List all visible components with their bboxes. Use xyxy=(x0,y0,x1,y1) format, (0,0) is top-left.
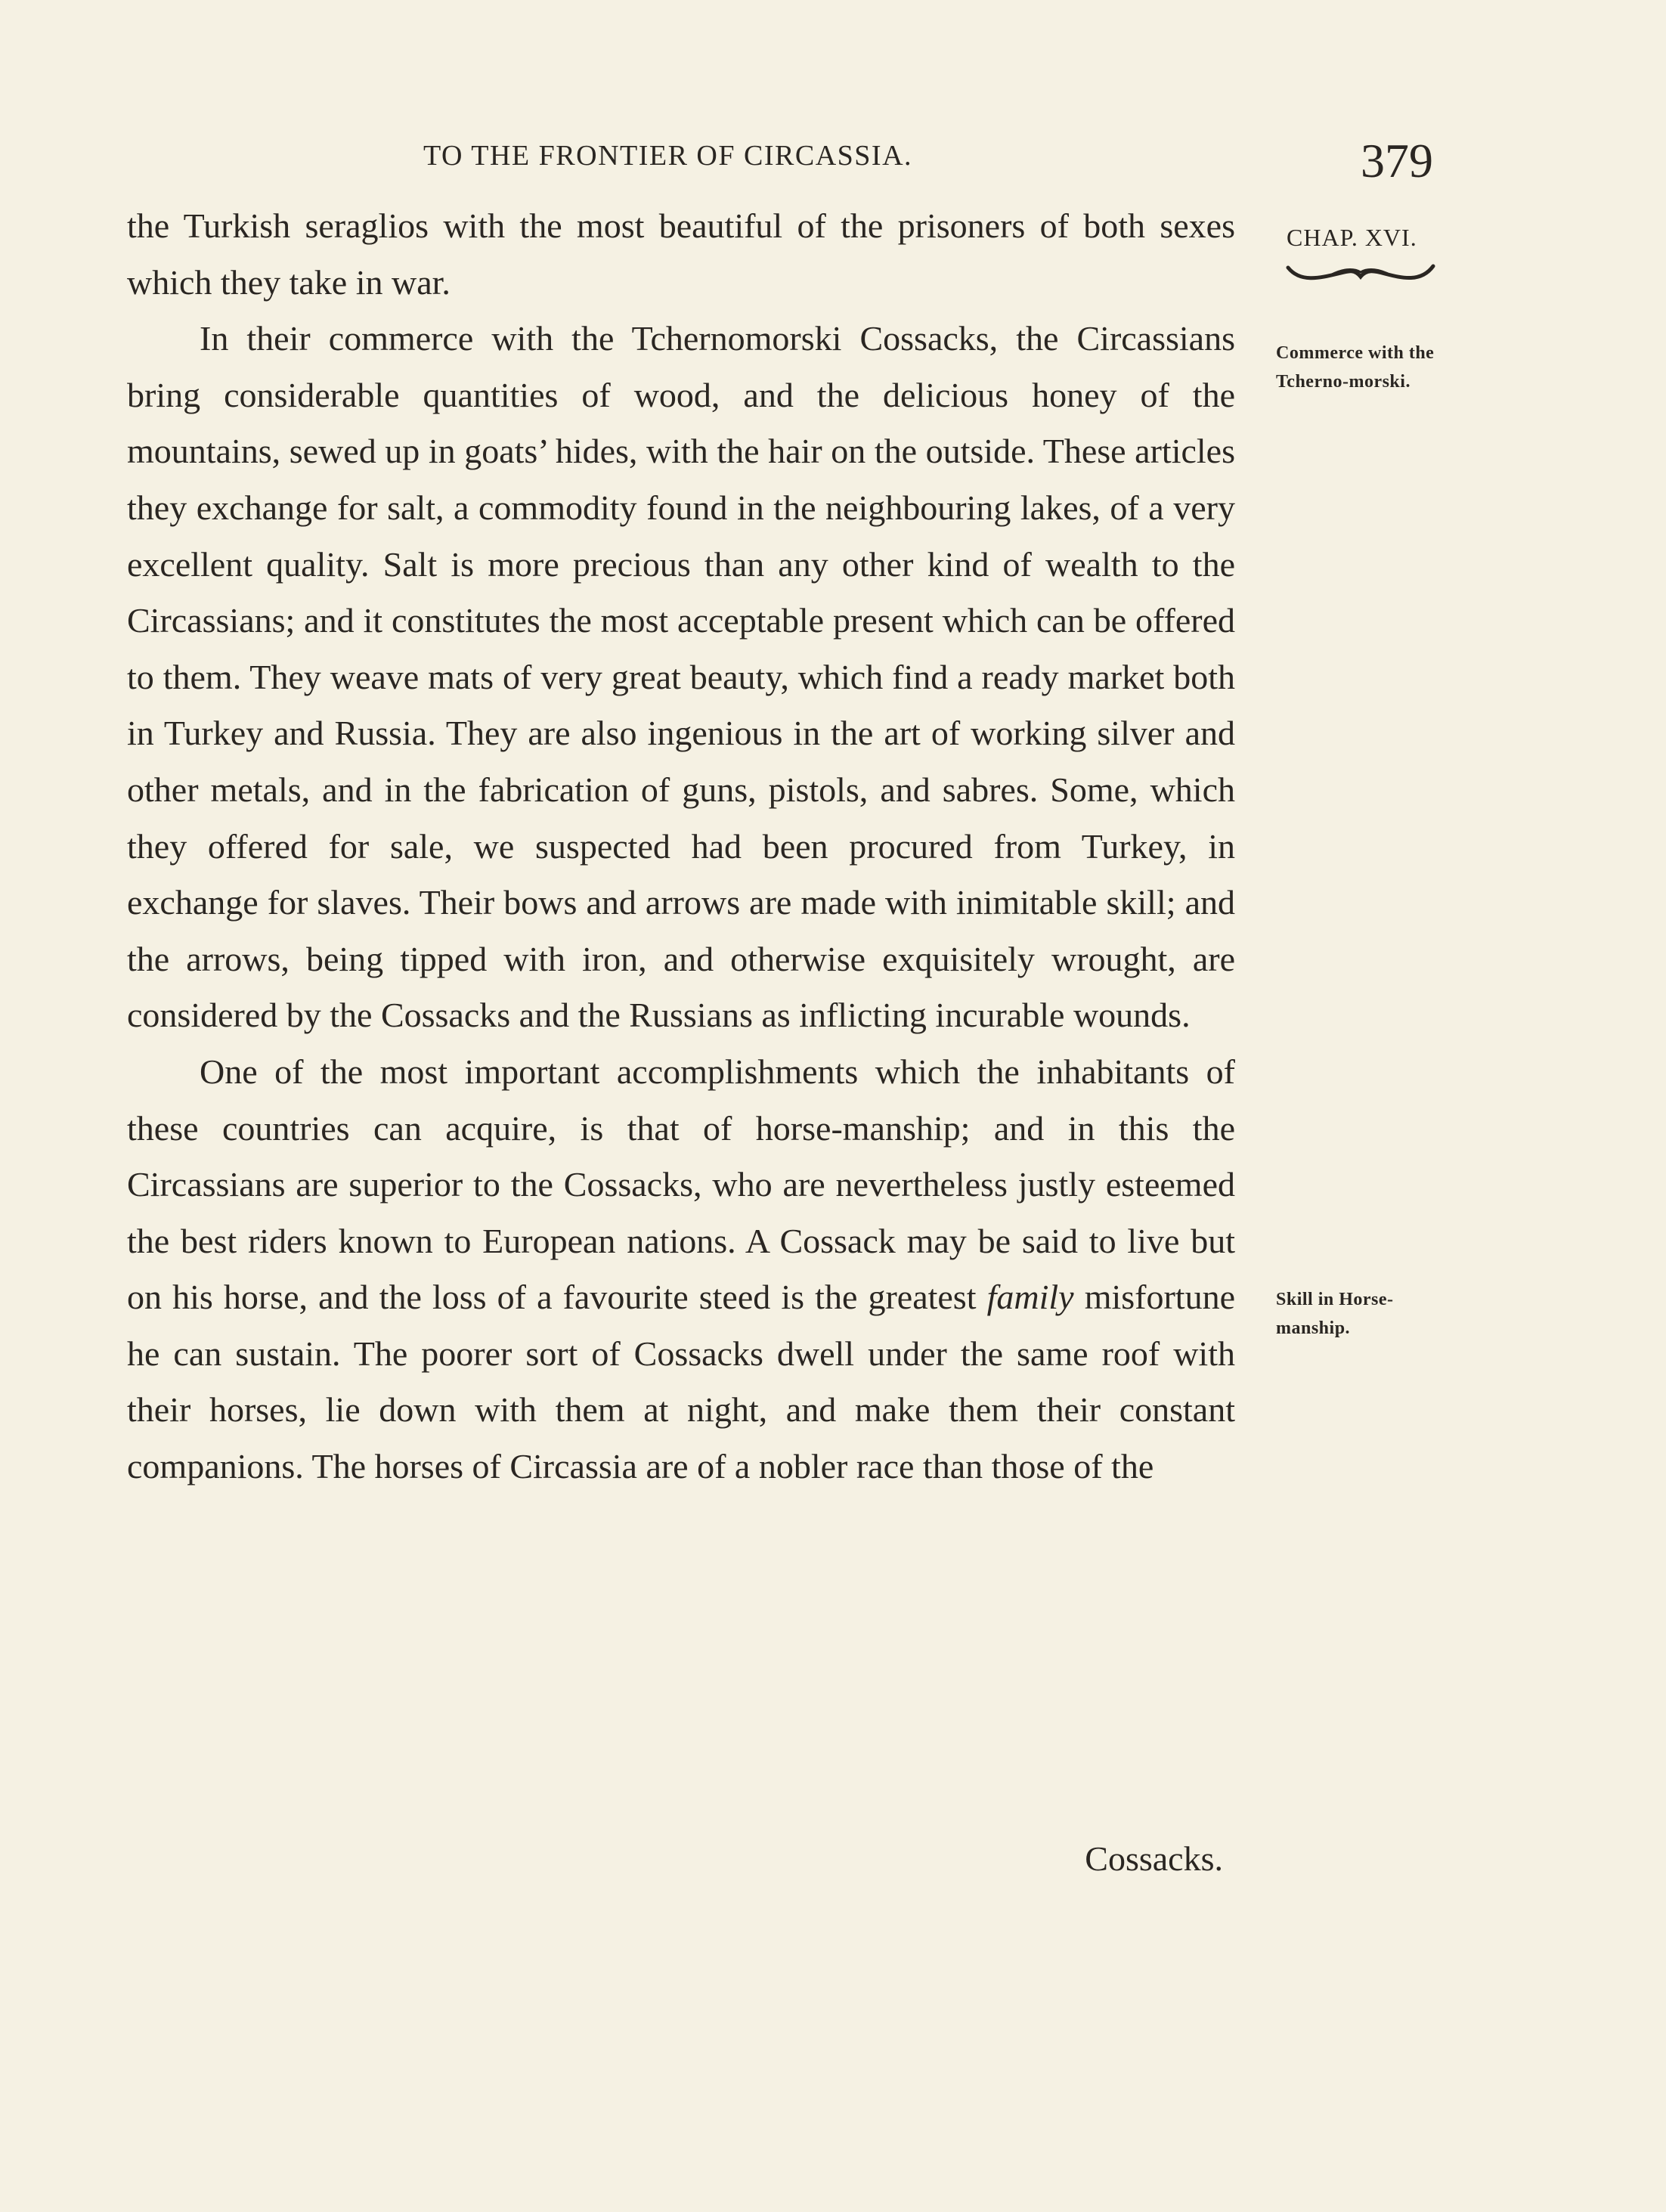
sidenote-commerce: Commerce with the Tcherno-morski. xyxy=(1276,343,1435,392)
paragraph-horsemanship xyxy=(127,1044,1235,1495)
paragraph-continuation: the Turkish seraglios with the most beautiful of the prisoners of both sexes which they take in war. xyxy=(127,206,1235,302)
paragraph-text: misfortune he can sustain. The poorer sort of Cossacks dwell under the same roof with their horses, lie down with them at night, and make them their constant companions. The horses of Circassia are of a nobler race than those of the xyxy=(127,1278,1235,1486)
body-text xyxy=(127,198,1235,1495)
running-title: TO THE FRONTIER OF CIRCASSIA. xyxy=(423,140,913,172)
sidenote-horsemanship: Skill in Horse-manship. xyxy=(1276,1290,1394,1338)
paragraph-commerce: In their commerce with the Tchernomorski Cossacks, the Circassians bring considerable quantities of wood, and the delicious honey of the mountains, sewed up in goats’ hides, with the hair on the outside. These articles they exchange for salt, a commodity found in the neighbouring lakes, of a very excellent quality. Salt is more precious than any other kind of wealth to the Circassians; and it constitutes the most acceptable present which can be offered to them. They weave mats of very great beauty, which find a ready market both in Turkey and Russia. They are also ingenious in the art of working silver and other metals, and in the fabrication of guns, pistols, and sabres. Some, which they offered for sale, we suspected had been procured from Turkey, in exchange for slaves. Their bows and arrows are made with inimitable skill; and the arrows, being tipped with iron, and otherwise exquisitely wrought, are considered by the Cossacks and the Russians as inflicting incurable wounds. xyxy=(127,319,1235,1035)
chapter-label: CHAP. XVI. xyxy=(1287,224,1417,251)
paragraph-text: One of the most important accomplishments which the inhabitants of these countries can acquire, is that of horse-manship; and in this the Circassians are superior to the Cossacks, who are nevertheless justly esteemed the best riders known to European nations. A Cossack may be said to live but on his horse, and the loss of a favourite steed is the greatest xyxy=(127,1052,1235,1317)
catchword: Cossacks. xyxy=(1085,1839,1223,1878)
swash-ornament-icon xyxy=(1285,260,1436,286)
page-number: 379 xyxy=(1361,134,1433,187)
emphasis-word: family xyxy=(986,1278,1074,1317)
